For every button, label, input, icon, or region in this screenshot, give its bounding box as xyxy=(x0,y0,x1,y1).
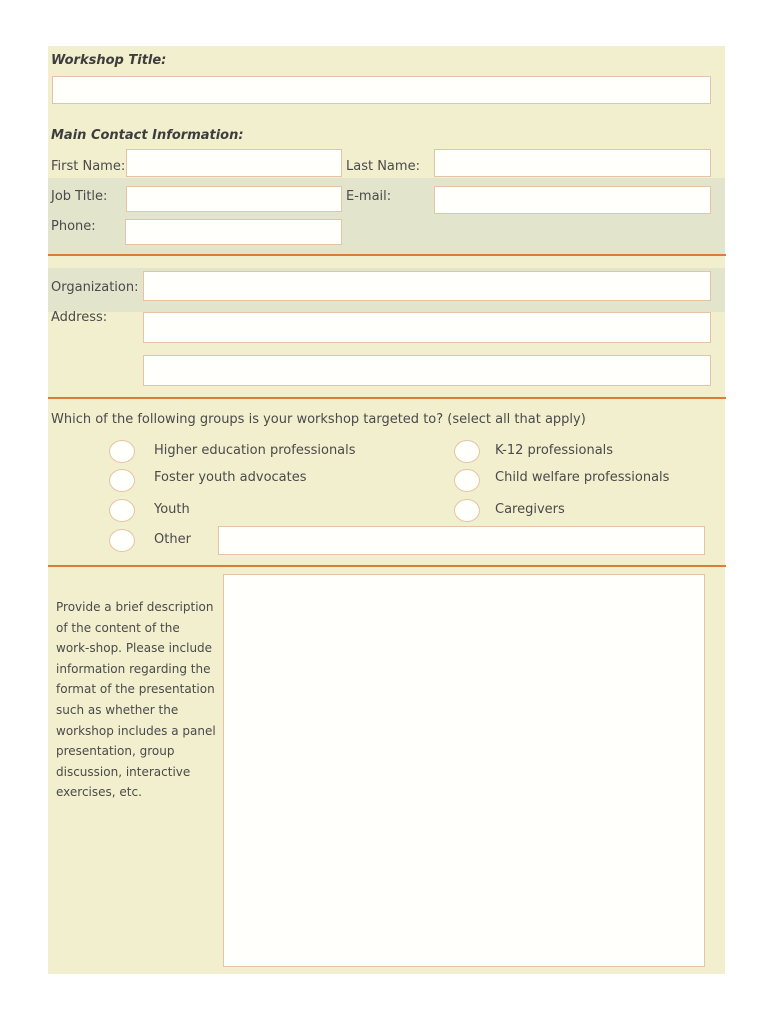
description-prompt: Provide a brief description of the content of the work-shop. Please include information regarding the format of the presentation such as whether the workshop includes a panel presentation, group discussion, interactive exercises, etc. xyxy=(56,600,216,800)
address-line1-field[interactable] xyxy=(143,312,711,343)
k12-label: K-12 professionals xyxy=(495,443,614,458)
main-contact-heading: Main Contact Information: xyxy=(51,128,244,143)
higher-ed-label: Higher education professionals xyxy=(154,443,356,458)
job-title-field[interactable] xyxy=(126,186,342,212)
youth-label: Youth xyxy=(154,502,190,517)
address-line2-field[interactable] xyxy=(143,355,711,386)
other-field[interactable] xyxy=(218,526,705,555)
foster-youth-checkbox[interactable] xyxy=(109,469,135,492)
other-label: Other xyxy=(154,532,191,547)
last-name-field[interactable] xyxy=(434,149,711,177)
organization-field[interactable] xyxy=(143,271,711,301)
section-divider xyxy=(48,565,726,567)
email-label: E-mail: xyxy=(346,189,392,204)
section-divider xyxy=(48,397,726,399)
section-divider xyxy=(48,254,726,256)
phone-field[interactable] xyxy=(125,219,342,245)
last-name-label: Last Name: xyxy=(346,159,420,174)
higher-ed-checkbox[interactable] xyxy=(109,440,135,463)
caregivers-checkbox[interactable] xyxy=(454,499,480,522)
description-textarea[interactable] xyxy=(223,574,705,967)
other-checkbox[interactable] xyxy=(109,529,135,552)
child-welfare-checkbox[interactable] xyxy=(454,469,480,492)
first-name-label: First Name: xyxy=(51,159,126,174)
target-groups-question: Which of the following groups is your workshop targeted to? (select all that apply) xyxy=(51,412,586,427)
email-field[interactable] xyxy=(434,186,711,214)
phone-label: Phone: xyxy=(51,219,96,234)
caregivers-label: Caregivers xyxy=(495,502,565,517)
organization-label: Organization: xyxy=(51,280,139,295)
address-label: Address: xyxy=(51,310,108,325)
workshop-title-label: Workshop Title: xyxy=(51,53,167,68)
job-title-label: Job Title: xyxy=(51,189,108,204)
foster-youth-label: Foster youth advocates xyxy=(154,470,307,485)
workshop-title-field[interactable] xyxy=(52,76,711,104)
youth-checkbox[interactable] xyxy=(109,499,135,522)
first-name-field[interactable] xyxy=(126,149,342,177)
child-welfare-label: Child welfare professionals xyxy=(495,470,670,485)
k12-checkbox[interactable] xyxy=(454,440,480,463)
